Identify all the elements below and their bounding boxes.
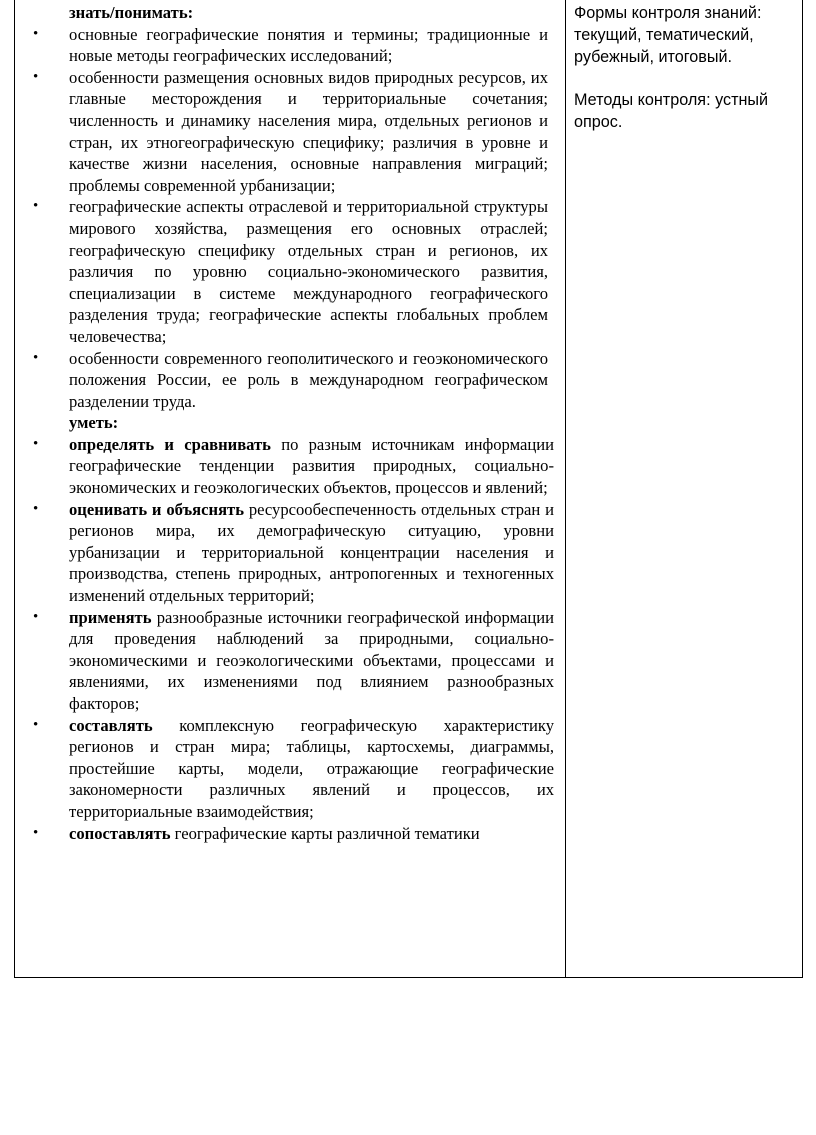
bullet-icon: • [33, 435, 39, 452]
skill-keyword: применять [69, 607, 152, 627]
list-item-text: особенности современного геополитического и геоэкономического положения России, ее роль в международном географическом разделении труда. [69, 348, 548, 411]
knowledge-heading: знать/понимать: [69, 3, 194, 22]
list-item-text: особенности размещения основных видов природных ресурсов, их главные месторождения и территориальные сочетания; численность и динамику населения мира, отдельных регионов и стран, их этногеографическую специфику; различия в уровне и качестве жизни населения, основные направления миграций; проблемы современной урбанизации; [69, 67, 548, 195]
control-forms-cell [566, 0, 802, 977]
skill-keyword: определять и сравнивать [69, 434, 271, 454]
skills-list [15, 434, 565, 844]
paragraph-gap [574, 68, 794, 90]
bullet-icon: • [33, 68, 39, 85]
skills-heading: уметь: [69, 413, 119, 433]
bullet-icon: • [33, 824, 39, 841]
list-item-text: основные географические понятия и термины; традиционные и новые методы географических исследований; [69, 24, 548, 66]
content-table [14, 0, 803, 978]
list-item [33, 607, 554, 715]
list-item [33, 715, 554, 823]
skill-text: географические карты различной тематики [170, 823, 480, 843]
skill-text: комплексную географическую характеристику регионов и стран мира; таблицы, картосхемы, диаграммы, простейшие карты, модели, отражающие географические закономерности различных явлений и процессов, их территориальные взаимодействия; [69, 715, 554, 821]
requirements-cell [15, 0, 566, 977]
list-item [33, 348, 548, 413]
skill-text: по разным источникам информации географические тенденции развития природных, социально-экономических и геоэкологических объектов, процессов и явлений; [69, 434, 554, 498]
list-item [33, 196, 548, 347]
skill-text: разнообразные источники географической информации для проведения наблюдений за природными, социально-экономическими и геоэкологическими объектами, процессами и явлениями, их изменениями под влиянием разнообразных факторов; [69, 607, 554, 713]
bullet-icon: • [33, 608, 39, 625]
bullet-icon: • [33, 716, 39, 733]
bullet-icon: • [33, 198, 39, 215]
skill-keyword: оценивать и объяснять [69, 499, 244, 519]
list-item [33, 434, 554, 499]
list-item [33, 499, 554, 607]
list-item [33, 24, 548, 67]
list-item-text: географические аспекты отраслевой и территориальной структуры мирового хозяйства, размещения его основных отраслей; географическую специфику отдельных стран и регионов, их различия по уровню социально-экономического развития, специализации в системе международного географического разделения труда; географические аспекты глобальных проблем человечества; [69, 197, 548, 346]
bullet-icon: • [33, 500, 39, 517]
skill-keyword: составлять [69, 715, 153, 735]
bullet-icon: • [33, 349, 39, 366]
list-item [33, 823, 554, 845]
list-item [33, 67, 548, 197]
bullet-icon: • [33, 25, 39, 42]
control-forms-text: Формы контроля знаний: текущий, тематический, рубежный, итоговый. [574, 4, 762, 66]
skill-keyword: сопоставлять [69, 823, 171, 843]
skill-text: ресурсообеспеченность отдельных стран и регионов мира, их демографическую ситуацию, уровни урбанизации и территориальной концентрации населения и производства, степень природных, антропогенных и техногенных изменений отдельных территорий; [69, 499, 554, 606]
control-methods-text: Методы контроля: устный опрос. [574, 91, 769, 132]
knowledge-list [15, 24, 565, 413]
